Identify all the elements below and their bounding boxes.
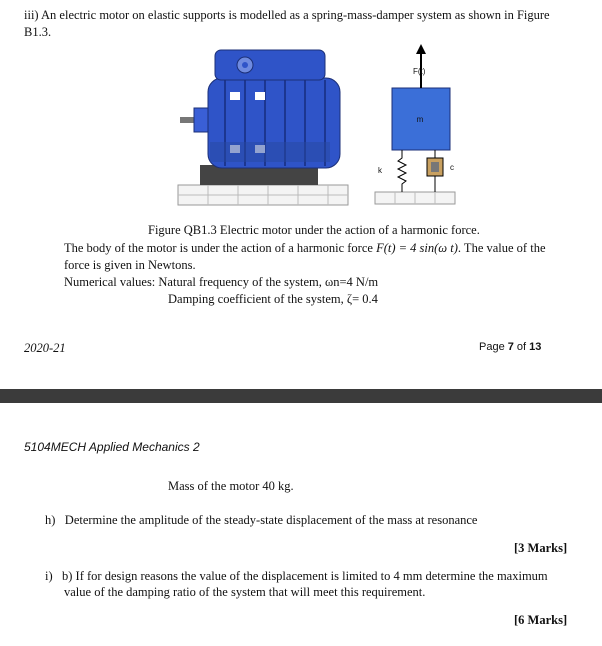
spring-label: k bbox=[378, 166, 382, 175]
damper-label: c bbox=[450, 163, 454, 172]
damper bbox=[427, 150, 443, 192]
harmonic-force-line bbox=[64, 240, 546, 257]
figure-motor-diagram bbox=[170, 40, 470, 220]
page-separator bbox=[0, 389, 602, 403]
damping-line: Damping coefficient of the system, ζ= 0.4 bbox=[168, 292, 378, 306]
spring bbox=[398, 150, 406, 192]
force-expression: F(t) = 4 sin(ω t) bbox=[376, 241, 458, 255]
footer-year: 2020-21 bbox=[24, 341, 66, 355]
question-h: h) Determine the amplitude of the steady-state displacement of the mass at resonance bbox=[45, 513, 478, 527]
page-number bbox=[479, 341, 541, 353]
page-current: 7 bbox=[507, 341, 514, 353]
force-text-b: . The value of the bbox=[457, 241, 546, 255]
motor-mass-line: Mass of the motor 40 kg. bbox=[168, 479, 294, 493]
model-ground bbox=[375, 192, 455, 204]
marks-h: [3 Marks] bbox=[514, 541, 568, 555]
motor-ground-base bbox=[178, 185, 348, 205]
force-text-a: The body of the motor is under the action of a harmonic force bbox=[64, 241, 377, 255]
question-intro-line2: B1.3. bbox=[24, 25, 52, 39]
figure-caption: Figure QB1.3 Electric motor under the action of a harmonic force. bbox=[148, 223, 480, 237]
page-total: 13 bbox=[529, 341, 542, 353]
page-prefix: Page bbox=[479, 341, 508, 353]
force-label: F(t) bbox=[413, 67, 426, 76]
marks-i: [6 Marks] bbox=[514, 613, 568, 627]
force-units-line: force is given in Newtons. bbox=[64, 258, 196, 272]
question-i-line1: i) b) If for design reasons the value of the displacement is limited to 4 mm determine the maximum bbox=[45, 569, 548, 583]
course-header: 5104MECH Applied Mechanics 2 bbox=[24, 440, 200, 454]
question-intro-line1: iii) An electric motor on elastic supports is modelled as a spring-mass-damper system as shown in Figure bbox=[24, 8, 550, 22]
page-of: of bbox=[513, 341, 530, 353]
question-i-line2: value of the damping ratio of the system that will meet this requirement. bbox=[64, 585, 426, 599]
mass-label: m bbox=[416, 115, 424, 124]
natural-frequency-line: Numerical values: Natural frequency of the system, ωn=4 N/m bbox=[64, 275, 379, 289]
electric-motor bbox=[180, 50, 340, 168]
